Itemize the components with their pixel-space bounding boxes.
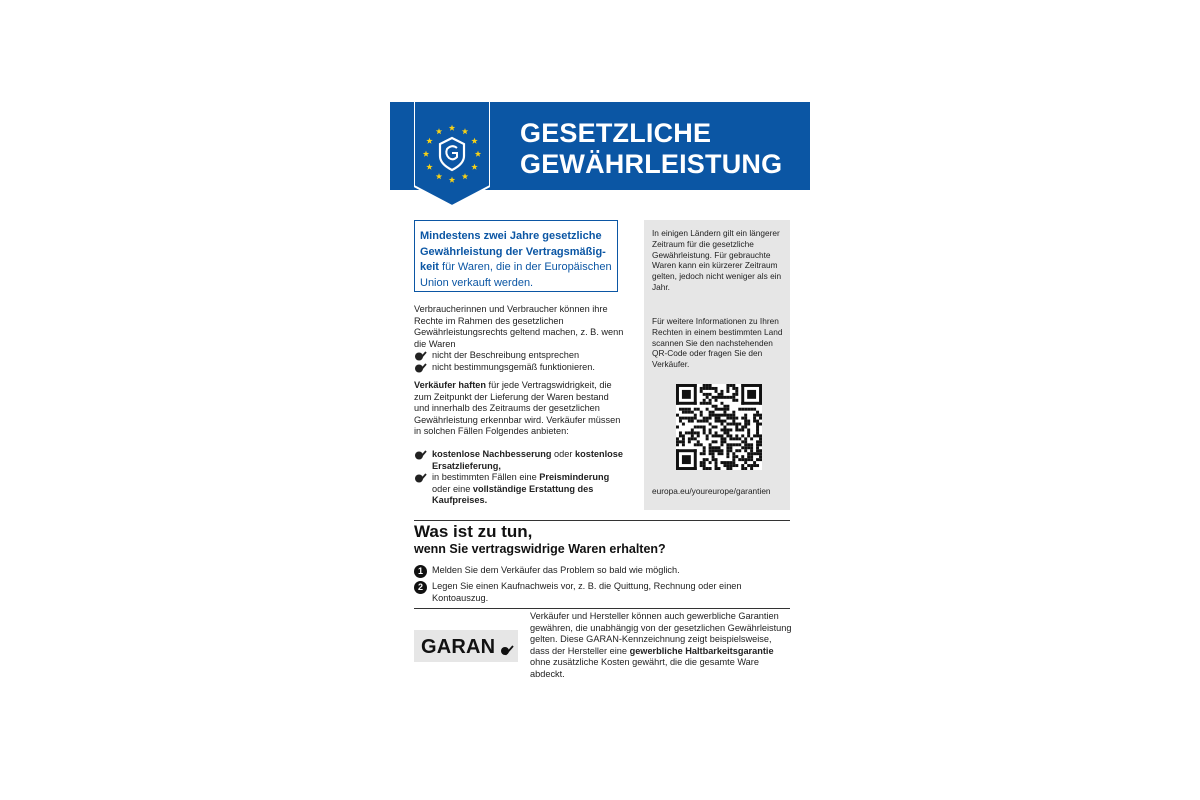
divider xyxy=(414,608,790,609)
garan-logo xyxy=(414,630,518,662)
divider xyxy=(414,520,790,521)
section-title: Was ist zu tun, xyxy=(414,522,533,541)
section-subtitle: wenn Sie vertragswidrige Waren erhalten? xyxy=(414,542,666,556)
intro-rest: für Waren, die in der Europäischen Union verkauft werden. xyxy=(420,261,612,289)
garan-logo-text: GARAN xyxy=(421,636,496,658)
list-item: kostenlose Nachbesserung oder kostenlose Ersatzlieferung, xyxy=(414,449,628,472)
seller-paragraph: Verkäufer haften für jede Vertragswidrigkeit, die zum Zeitpunkt der Lieferung der Waren bestand und innerhalb des Zeitraums der gesetzlichen Gewährleistung erkennbar wird. Verkäufer müssen in solchen Fällen Folgendes anbieten: xyxy=(414,380,621,436)
sidebar-paragraph: Für weitere Informationen zu Ihren Rechten in einem bestimmten Land scannen Sie den nachstehenden QR-Code oder fragen Sie den Verkäufer. xyxy=(652,316,783,370)
check-icon xyxy=(414,450,427,460)
warranty-document xyxy=(390,102,810,702)
rights-paragraph: Verbraucherinnen und Verbraucher können ihre Rechte im Rahmen des gesetzlichen Gewährleistungsrechts geltend machen, z. B. wenn die Waren xyxy=(414,304,624,349)
eu-stars-shield-icon xyxy=(414,102,490,206)
list-item: nicht der Beschreibung entsprechen xyxy=(414,350,626,362)
page-title: GESETZLICHE GEWÄHRLEISTUNG xyxy=(520,118,783,179)
step-number: 1 xyxy=(414,565,427,578)
step-number: 2 xyxy=(414,581,427,594)
info-sidebar xyxy=(644,220,790,510)
intro-box xyxy=(414,220,618,292)
step-item: 2 Legen Sie einen Kaufnachweis vor, z. B. die Quittung, Rechnung oder einen Kontoauszug. xyxy=(414,581,790,604)
step-item: 1 Melden Sie dem Verkäufer das Problem so bald wie möglich. xyxy=(414,565,790,577)
garan-description: Verkäufer und Hersteller können auch gewerbliche Garantien gewähren, die unabhängig von der gesetzlichen Gewährleistung gelten. Diese GARAN-Kennzeichnung zeigt beispielsweise, dass der Hersteller eine gewerbliche Haltbarkeitsgarantie ohne zusätzliche Kosten gewährt, die die gesamte Ware abdeckt. xyxy=(530,611,792,679)
list-item: in bestimmten Fällen eine Preisminderung oder eine vollständige Erstattung des Kaufpreises. xyxy=(414,472,628,507)
qr-code-icon[interactable] xyxy=(676,384,762,470)
intro-bold: Mindestens zwei Jahre gesetzliche Gewährleistung der Vertragsmäßigkeit xyxy=(420,230,606,273)
rights-list xyxy=(414,350,626,373)
check-icon xyxy=(414,473,427,483)
check-icon xyxy=(414,363,427,373)
check-icon xyxy=(500,645,514,656)
remedies-list xyxy=(414,449,628,507)
list-item: nicht bestimmungsgemäß funktionieren. xyxy=(414,362,626,374)
sidebar-paragraph: In einigen Ländern gilt ein längerer Zeitraum für die gesetzliche Gewährleistung. Für gebrauchte Waren kann ein kürzerer Zeitraum gelten, jedoch nicht weniger als ein Jahr. xyxy=(652,228,782,292)
sidebar-url[interactable]: europa.eu/youreurope/garantien xyxy=(652,486,771,496)
check-icon xyxy=(414,351,427,361)
